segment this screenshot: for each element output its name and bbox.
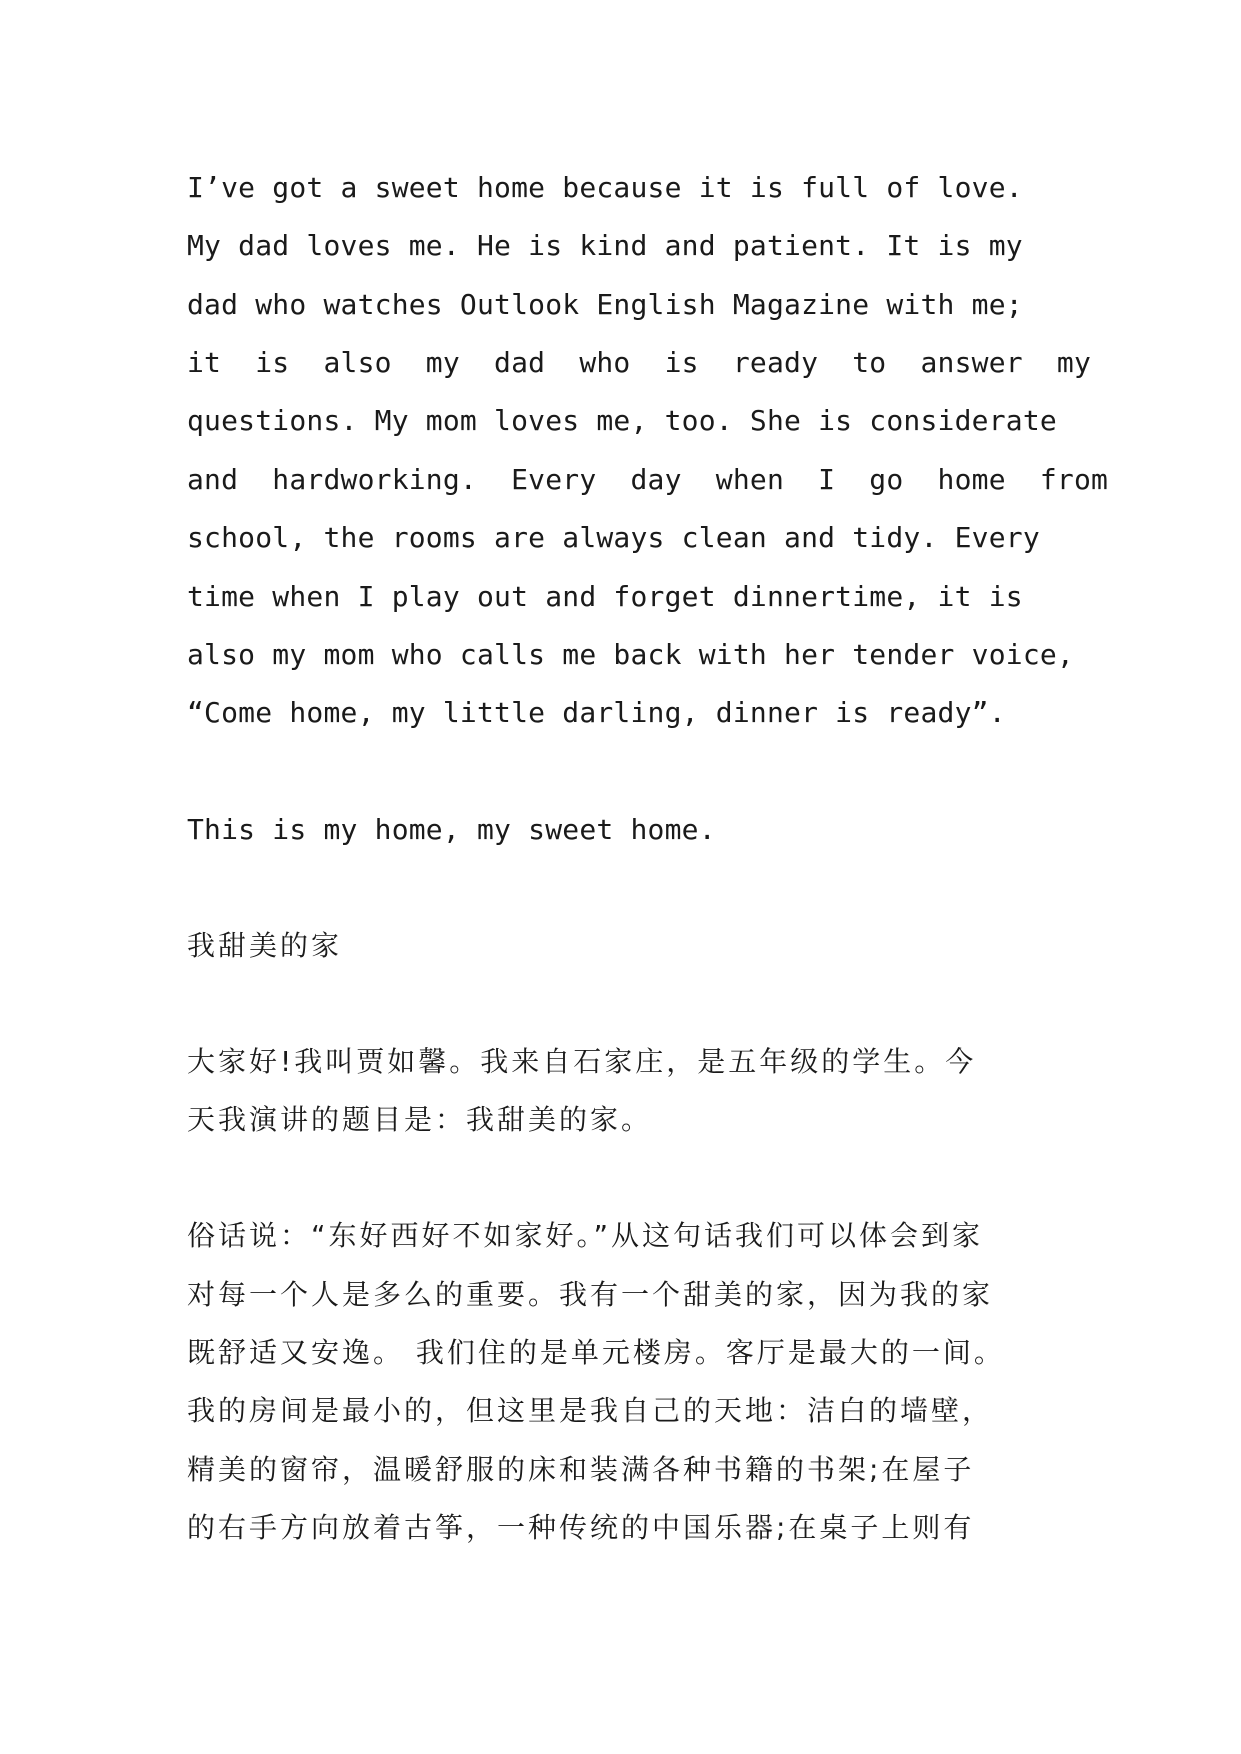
text-line: 大家好!我叫贾如馨。我来自石家庄，是五年级的学生。今 [187,1045,977,1078]
text-line: My dad loves me. He is kind and patient. It is my [187,229,1023,262]
text-line: 天我演讲的题目是：我甜美的家。 [187,1103,653,1136]
text-line: time when I play out and forget dinnertime, it is [187,580,1023,613]
text-line: 对每一个人是多么的重要。我有一个甜美的家，因为我的家 [187,1278,994,1311]
text-line: 我的房间是最小的，但这里是我自己的天地：洁白的墙壁， [187,1394,994,1427]
text-line: 既舒适又安逸。 我们住的是单元楼房。客厅是最大的一间。 [187,1336,1005,1369]
text-line: and hardworking. Every day when I go home from [187,463,1109,496]
text-line: This is my home, my sweet home. [187,813,716,846]
text-line: 精美的窗帘，温暖舒服的床和装满各种书籍的书架;在屋子 [187,1453,975,1486]
text-line: 俗话说：“东好西好不如家好。”从这句话我们可以体会到家 [187,1219,984,1252]
text-line: it is also my dad who is ready to answer my [187,346,1092,379]
text-line: questions. My mom loves me, too. She is considerate [187,404,1057,437]
text-line: 的右手方向放着古筝，一种传统的中国乐器;在桌子上则有 [187,1511,975,1544]
text-line: “Come home, my little darling, dinner is ready”. [187,696,1006,729]
text-line: dad who watches Outlook English Magazine with me; [187,288,1023,321]
chinese-title: 我甜美的家 [187,929,343,962]
text-line: school, the rooms are always clean and tidy. Every [187,521,1040,554]
text-line: also my mom who calls me back with her tender voice, [187,638,1074,671]
text-line: I’ve got a sweet home because it is full of love. [187,171,1023,204]
